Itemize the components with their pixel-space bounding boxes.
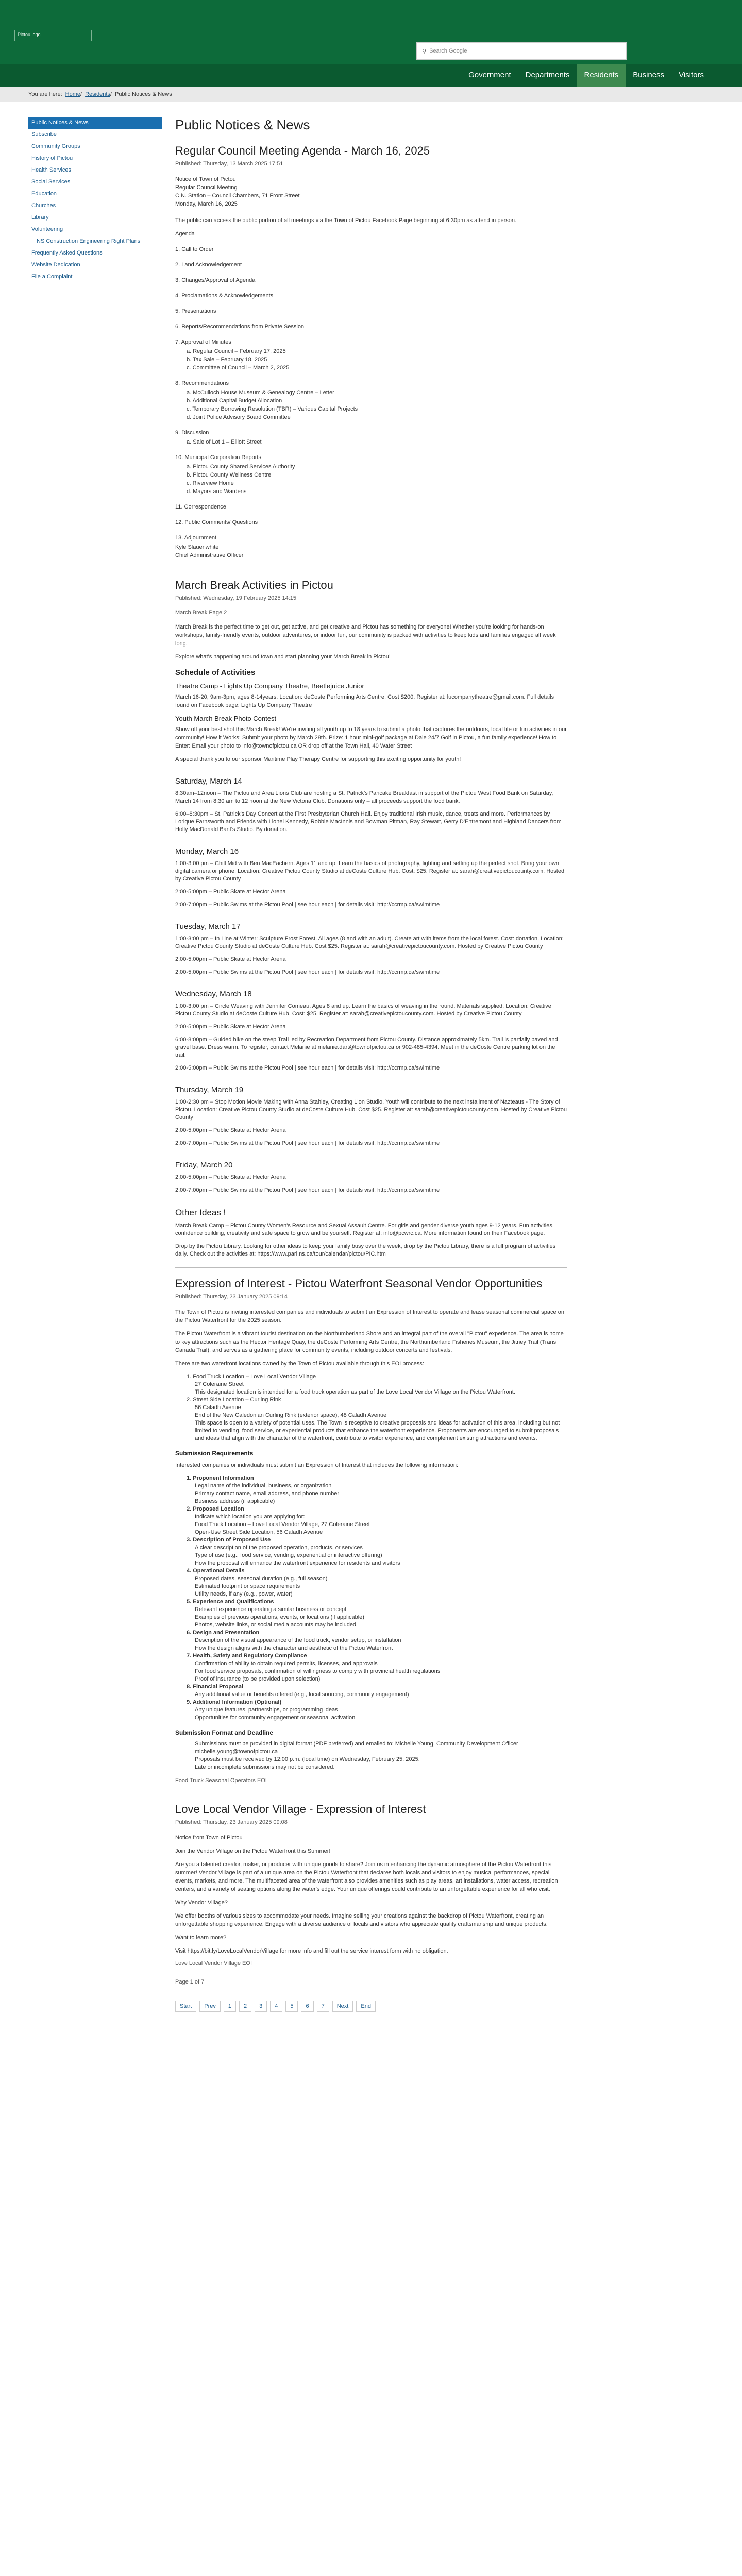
thanks-text: A special thank you to our sponsor Maritime Play Therapy Centre for supporting this exciting opportunity for youth! — [175, 756, 461, 762]
post-text: The Town of Pictou is inviting interested companies and individuals to submit an Expression of Interest to operate and lease seasonal commercial space on the Pictou Waterfront for the 2025 season. — [175, 1309, 564, 1324]
post-text: Are you a talented creator, maker, or producer with unique goods to share? Join us in enhancing the dynamic atmosphere of the Pictou Waterfront this summer! Vendor Village is part of a unique area on the Pictou Waterfront that declares both locals and visitors to enjoy musical performances, special events, markets, and more. The multifaceted area of the waterfront also provides amenities such as play areas, art installations, water access, recreation centers, and a variety of seating options along the water's edge. Your unique offerings could contribute to an unforgettable experience for all who visit. — [175, 1861, 558, 1892]
nav-business[interactable]: Business — [633, 71, 665, 79]
agenda-item: a. Regular Council – February 17, 2025 — [187, 348, 286, 354]
requirement-line: Open-Use Street Side Location, 56 Caladh Avenue — [195, 1529, 323, 1535]
requirement-line: Legal name of the individual, business, or organization — [195, 1483, 332, 1489]
agenda-item: a. Sale of Lot 1 – Elliott Street — [187, 439, 262, 445]
site-logo[interactable]: Pictou logo — [14, 30, 92, 41]
post-text: March Break is the perfect time to get out, get active, and get creative and Pictou has something for everyone! Whether you're looking for hands-on workshops, family-friendly events, outdoor adventures, or indoor fun, our community is packed with activities to keep kids and families engaged all week long. — [175, 624, 556, 647]
event-item: 2:00-5:00pm – Public Swims at the Pictou Pool | see hour each | for details visit: http://ccrmp.ca/swimtime — [175, 969, 440, 975]
search-placeholder: Search Google — [429, 48, 467, 54]
pagination-link[interactable]: 4 — [270, 2001, 282, 2012]
agenda-item: 3. Changes/Approval of Agenda — [175, 277, 256, 283]
page-title: Public Notices & News — [175, 117, 310, 132]
pagination-link[interactable]: 2 — [239, 2001, 251, 2012]
sidebar-item[interactable]: Subscribe — [31, 131, 57, 138]
event-item: 2:00-7:00pm – Public Swims at the Pictou Pool | see hour each | for details visit: http://ccrmp.ca/swimtime — [175, 1140, 440, 1146]
post-text: Why Vendor Village? — [175, 1900, 228, 1906]
post-text: Interested companies or individuals must submit an Expression of Interest that includes the following information: — [175, 1462, 459, 1468]
sidebar-item[interactable]: Public Notices & News — [28, 117, 162, 129]
event-item: 2:00-7:00pm – Public Swims at the Pictou Pool | see hour each | for details visit: http://ccrmp.ca/swimtime — [175, 902, 440, 908]
sidebar-item[interactable]: History of Pictou — [31, 155, 73, 161]
event-item: 2:00-5:00pm – Public Skate at Hector Arena — [175, 889, 286, 895]
locations-list — [175, 1373, 567, 1443]
event-item: 2:00-5:00pm – Public Skate at Hector Arena — [175, 1127, 286, 1133]
requirement-line: 4. Operational Details — [187, 1568, 245, 1574]
signoff-line: Chief Administrative Officer — [175, 552, 244, 558]
post-image: Food Truck Seasonal Operators EOI — [175, 1777, 267, 1784]
agenda-item: 9. Discussion — [175, 430, 209, 436]
format-line: Proposals must be received by 12:00 p.m. (local time) on Wednesday, February 25, 2025. — [195, 1756, 420, 1762]
header-search-input[interactable] — [416, 42, 627, 60]
nav-visitors[interactable]: Visitors — [679, 71, 704, 79]
nav-government[interactable]: Government — [468, 71, 511, 79]
main-navigation — [0, 64, 742, 87]
notice-line: Notice of Town of Pictou — [175, 176, 236, 182]
agenda-item: b. Additional Capital Budget Allocation — [187, 398, 282, 404]
requirement-line: 5. Experience and Qualifications — [187, 1599, 274, 1605]
camp-text: March 16-20, 9am-3pm, ages 8-14years. Location: deCoste Performing Arts Centre. Cost $200. Register at: lucompanytheatre@gmail.com. Full details found on Facebook page: Lights Up Company Theatre — [175, 694, 554, 708]
day-heading: Tuesday, March 17 — [175, 922, 241, 931]
post-title[interactable]: Expression of Interest - Pictou Waterfront Seasonal Vendor Opportunities — [175, 1277, 543, 1290]
event-item: 8:30am–12noon – The Pictou and Area Lions Club are hosting a St. Patrick's Pancake Breakfast in support of the Pictou West Food Bank on Saturday, March 14 from 8:30 am to 12 noon at the New Victoria Club. Donations only – all proceeds support the food bank. — [175, 790, 553, 804]
day-heading: Wednesday, March 18 — [175, 990, 252, 998]
pagination-link[interactable]: 1 — [224, 2001, 236, 2012]
agenda-item: 2. Land Acknowledgement — [175, 262, 242, 268]
requirement-line: Photos, website links, or social media accounts may be included — [195, 1622, 357, 1628]
agenda-item: a. McCulloch House Museum & Genealogy Centre – Letter — [187, 389, 334, 396]
sidebar-item[interactable]: Frequently Asked Questions — [31, 250, 103, 256]
sidebar-item[interactable]: Community Groups — [31, 143, 80, 149]
post-text: Want to learn more? — [175, 1935, 227, 1941]
pagination-link[interactable]: 6 — [301, 2001, 313, 2012]
pagination-link[interactable]: Start — [175, 2001, 196, 2012]
divider — [175, 1267, 567, 1268]
page-counter: Page 1 of 7 — [175, 1979, 205, 1985]
sidebar-item[interactable]: NS Construction Engineering Right Plans — [37, 238, 141, 244]
post-date: Published: Thursday, 13 March 2025 17:51 — [175, 161, 283, 167]
sidebar-item[interactable]: Education — [31, 191, 57, 197]
post-title[interactable]: Regular Council Meeting Agenda - March 16, 2025 — [175, 144, 430, 157]
nav-residents[interactable]: Residents — [577, 64, 626, 87]
signoff-line: Kyle Slauenwhite — [175, 544, 219, 550]
requirement-line: Food Truck Location – Love Local Vendor Village, 27 Coleraine Street — [195, 1521, 370, 1528]
format-line: Submissions must be provided in digital format (PDF preferred) and emailed to: Michelle Young, Community Development Officer — [195, 1741, 518, 1747]
agenda-item: 7. Approval of Minutes — [175, 339, 231, 345]
other-idea: March Break Camp – Pictou County Women's Resource and Sexual Assault Centre. For girls and gender diverse youth ages 9-12 years. Fun activities, confidence building, creativity and safe space to grow and be yourself. Register at: info@pcwrc.ca. More information found on their Facebook page. — [175, 1223, 554, 1236]
post-title[interactable]: March Break Activities in Pictou — [175, 579, 333, 591]
post-date: Published: Thursday, 23 January 2025 09:08 — [175, 1819, 288, 1825]
requirement-line: How the design aligns with the character and aesthetic of the Pictou Waterfront — [195, 1645, 393, 1651]
sidebar-item[interactable]: Social Services — [31, 179, 71, 185]
camp-heading: Theatre Camp - Lights Up Company Theatre, Beetlejuice Junior — [175, 682, 364, 690]
location-line: 2. Street Side Location – Curling Rink — [187, 1397, 281, 1403]
requirement-line: Examples of previous operations, events, or locations (if applicable) — [195, 1614, 364, 1620]
notice-line: Regular Council Meeting — [175, 184, 238, 191]
pagination-link[interactable]: 3 — [255, 2001, 267, 2012]
location-line: 27 Coleraine Street — [195, 1381, 244, 1387]
search-icon: ⚲ — [422, 48, 427, 55]
event-item: 1:00-3:00 pm – In Line at Winter: Sculpture Frost Forest. All ages (8 and with an adult). Create art with items from the local forest. Cost: donation. Location: Creative Pictou County Studio at deCoste Culture Hub. Cost $25. Register at: sarah@creativepictoucounty.com. Hosted by Creative Pictou County — [175, 936, 564, 950]
agenda-item: b. Pictou County Wellness Centre — [187, 472, 272, 478]
agenda-item: 12. Public Comments/ Questions — [175, 519, 258, 526]
photo-contest-heading: Youth March Break Photo Contest — [175, 715, 277, 722]
pagination-link[interactable]: Next — [332, 2001, 353, 2012]
event-item: 2:00-5:00pm – Public Skate at Hector Arena — [175, 1174, 286, 1180]
requirement-line: Proposed dates, seasonal duration (e.g., full season) — [195, 1575, 328, 1582]
location-line: This space is open to a variety of potential uses. The Town is receptive to creative proposals and ideas for activation of this area, including but not limited to vending, food service, or experiential products that enhance the waterfront experience. Proponents are encouraged to submit proposals and ideas that align with the character of the waterfront, contribute to visitor experience, and complement existing attractions and events. — [195, 1420, 560, 1442]
agenda-item: 6. Reports/Recommendations from Private Session — [175, 324, 305, 330]
agenda-item: b. Tax Sale – February 18, 2025 — [187, 357, 267, 363]
submission-heading: Submission Requirements — [175, 1450, 254, 1457]
day-heading: Monday, March 16 — [175, 847, 239, 856]
requirement-line: Business address (if applicable) — [195, 1498, 275, 1504]
event-item: 2:00-5:00pm – Public Swims at the Pictou Pool | see hour each | for details visit: http://ccrmp.ca/swimtime — [175, 1065, 440, 1071]
agenda-item: c. Riverview Home — [187, 480, 234, 486]
post-date: Published: Wednesday, 19 February 2025 14:15 — [175, 595, 297, 601]
agenda-item: d. Joint Police Advisory Board Committee — [187, 414, 291, 420]
requirement-line: How the proposal will enhance the waterfront experience for residents and visitors — [195, 1560, 400, 1566]
agenda-item: 8. Recommendations — [175, 380, 229, 386]
sidebar-item[interactable]: Volunteering — [31, 226, 63, 232]
requirement-line: 8. Financial Proposal — [187, 1684, 244, 1690]
requirement-line: Estimated footprint or space requirements — [195, 1583, 300, 1589]
agenda-item: 10. Municipal Corporation Reports — [175, 454, 261, 461]
requirement-line: Any unique features, partnerships, or programming ideas — [195, 1707, 338, 1713]
event-item: 2:00-7:00pm – Public Swims at the Pictou Pool | see hour each | for details visit: http://ccrmp.ca/swimtime — [175, 1187, 440, 1193]
requirement-line: Confirmation of ability to obtain required permits, licenses, and approvals — [195, 1660, 378, 1667]
day-schedule — [175, 777, 567, 1194]
requirement-line: Any additional value or benefits offered (e.g., local sourcing, community engagement) — [195, 1691, 409, 1698]
notice-line: C.N. Station – Council Chambers, 71 Front Street — [175, 193, 300, 199]
agenda-item: c. Committee of Council – March 2, 2025 — [187, 365, 290, 371]
post-image: March Break Page 2 — [175, 609, 227, 616]
post-text: The public can access the public portion of all meetings via the Town of Pictou Facebook Page beginning at 6:30pm as attend in person. — [175, 217, 517, 224]
agenda-item: 11. Correspondence — [175, 504, 226, 510]
post-image: Love Local Vendor Village EOI — [175, 1960, 252, 1967]
post-title[interactable]: Love Local Vendor Village - Expression of Interest — [175, 1803, 426, 1816]
post-text: Visit https://bit.ly/LoveLocalVendorVillage for more info and fill out the service interest form with no obligation. — [175, 1948, 448, 1954]
agenda-item: 1. Call to Order — [175, 246, 214, 252]
sidebar-item[interactable]: File a Complaint — [31, 274, 73, 280]
requirement-line: 9. Additional Information (Optional) — [187, 1699, 282, 1705]
format-heading: Submission Format and Deadline — [175, 1729, 274, 1736]
requirement-line: 7. Health, Safety and Regulatory Compliance — [187, 1653, 307, 1659]
signoff — [175, 543, 567, 560]
agenda-item: d. Mayors and Wardens — [187, 488, 247, 495]
event-item: 1:00-2:30 pm – Stop Motion Movie Making with Anna Stahley, Creating Lion Studio. Youth will contribute to the next installment of Nazteaus - The Story of Pictou. Location: Creative Pictou County Studio at deCoste Culture Hub. Cost $25. Register at: sarah@creativepictoucounty.com. Hosted by Creative Pictou County — [175, 1099, 567, 1121]
requirement-line: Primary contact name, email address, and phone number — [195, 1490, 340, 1497]
requirement-line: Indicate which location you are applying for: — [195, 1514, 305, 1520]
requirement-line: Utility needs, if any (e.g., power, water) — [195, 1591, 293, 1597]
other-idea: Drop by the Pictou Library. Looking for other ideas to keep your family busy over the week, drop by the Pictou Library, there is a full program of activities daily. Check out the activities at: https://www.parl.ns.ca/tour/calendar/pictou/PIC.htm — [175, 1243, 556, 1257]
format-line: michelle.young@townofpictou.ca — [195, 1749, 278, 1755]
pagination-link[interactable]: End — [356, 2001, 376, 2012]
requirement-line: For food service proposals, confirmation of willingness to comply with provincial health regulations — [195, 1668, 441, 1674]
site-header — [0, 0, 742, 64]
breadcrumb-prefix: You are here: — [28, 91, 62, 97]
requirement-line: Opportunities for community engagement or seasonal activation — [195, 1715, 356, 1721]
nav-departments[interactable]: Departments — [525, 71, 570, 79]
format-list — [175, 1740, 567, 1771]
post-text: Join the Vendor Village on the Pictou Waterfront this Summer! — [175, 1848, 331, 1854]
agenda-item: a. Pictou County Shared Services Authority — [187, 464, 295, 470]
photo-contest-text: Show off your best shot this March Break! We're inviting all youth up to 18 years to submit a photo that captures the outdoors, local life or fun activities in our community! How it Works: Submit your photo by March 28th. Prize: 1 hour mini-golf package at Dale 24/7 Golf in Pictou, a fun family experience! How to Enter: Email your photo to info@townofpictou.ca OR drop off at the Town Hall, 40 Water Street — [175, 726, 567, 749]
sidebar-item[interactable]: Library — [31, 214, 49, 221]
requirement-line: Description of the visual appearance of the food truck, vendor setup, or installation — [195, 1637, 401, 1643]
breadcrumb-home[interactable]: Home — [65, 91, 80, 97]
other-ideas-heading: Other Ideas ! — [175, 1208, 226, 1217]
post-text: Explore what's happening around town and start planning your March Break in Pictou! — [175, 654, 391, 660]
breadcrumb-current: Public Notices & News — [115, 91, 172, 97]
format-line: Late or incomplete submissions may not be considered. — [195, 1764, 335, 1770]
post-text: There are two waterfront locations owned by the Town of Pictou available through this EOI process: — [175, 1361, 424, 1367]
requirement-line: Type of use (e.g., food service, vending, experiential or interactive offering) — [195, 1552, 382, 1558]
location-line: 56 Caladh Avenue — [195, 1404, 241, 1411]
pagination — [175, 2001, 567, 2012]
requirements-list — [175, 1475, 567, 1722]
post-text: Notice from Town of Pictou — [175, 1835, 243, 1841]
main-content — [175, 117, 567, 2012]
requirement-line: 3. Description of Proposed Use — [187, 1537, 271, 1543]
post-date: Published: Thursday, 23 January 2025 09:14 — [175, 1294, 288, 1300]
post-text: We offer booths of various sizes to accommodate your needs. Imagine selling your creations against the backdrop of Pictou Waterfront, creating an unforgettable shopping experience. Engage with a diverse audience of locals and visitors who appreciate quality craftsmanship and unique products. — [175, 1913, 548, 1927]
agenda-item: 5. Presentations — [175, 308, 216, 314]
schedule-heading: Schedule of Activities — [175, 668, 256, 677]
agenda-label: Agenda — [175, 231, 195, 237]
requirement-line: 6. Design and Presentation — [187, 1630, 260, 1636]
breadcrumb: You are here: Home / Residents / Public Notices & News — [0, 87, 742, 102]
event-item: 6:00–8:30pm – St. Patrick's Day Concert at the First Presbyterian Church Hall. Enjoy traditional Irish music, dance, treats and more. Performances by Lorique Farnsworth and Friends with Lionel Kennedy, Robbie MacInnis and Bowman Pitman, Ray Stewart, Gerry D'Entremont and Highland Dancers from Holly MacDonald Bant's Studio. By donation. — [175, 811, 562, 833]
pagination-link[interactable]: Prev — [199, 2001, 221, 2012]
sidebar — [28, 117, 162, 283]
event-item: 1:00-3:00 pm – Circle Weaving with Jennifer Comeau. Ages 8 and up. Learn the basics of weaving in the round. Materials supplied. Location: Creative Pictou County Studio at deCoste Culture Hub. Cost: $25. Register at: sarah@creativepictoucounty.com. Hosted by Creative Pictou County — [175, 1003, 551, 1017]
requirement-line: A clear description of the proposed operation, products, or services — [195, 1545, 363, 1551]
requirement-line: 1. Proponent Information — [187, 1475, 254, 1481]
breadcrumb-residents[interactable]: Residents — [85, 91, 110, 97]
requirement-line: Relevant experience operating a similar business or concept — [195, 1606, 347, 1613]
pagination-link[interactable]: 7 — [317, 2001, 329, 2012]
day-heading: Saturday, March 14 — [175, 777, 242, 786]
event-item: 1:00-3:00 pm – Chill Mid with Ben MacEachern. Ages 11 and up. Learn the basics of photography, lighting and setting up the perfect shot. Bring your own digital camera or phone. Location: Creative Pictou County Studio at deCoste Culture Hub. Cost: $25. Register at: sarah@creativepictoucounty.com. Hosted by Creative Pictou County — [175, 860, 565, 882]
requirement-line: 2. Proposed Location — [187, 1506, 244, 1512]
location-line: End of the New Caledonian Curling Rink (exterior space), 48 Caladh Avenue — [195, 1412, 387, 1418]
location-line: 1. Food Truck Location – Love Local Vendor Village — [187, 1374, 316, 1380]
requirement-line: Proof of insurance (to be provided upon selection) — [195, 1676, 321, 1682]
sidebar-item[interactable]: Health Services — [31, 167, 72, 173]
day-heading: Friday, March 20 — [175, 1161, 233, 1170]
agenda-item: 13. Adjournment — [175, 535, 217, 541]
event-item: 2:00-5:00pm – Public Skate at Hector Arena — [175, 956, 286, 962]
pagination-link[interactable]: 5 — [285, 2001, 298, 2012]
event-item: 2:00-5:00pm – Public Skate at Hector Arena — [175, 1024, 286, 1030]
day-heading: Thursday, March 19 — [175, 1086, 244, 1094]
agenda-item: c. Temporary Borrowing Resolution (TBR) – Various Capital Projects — [187, 406, 358, 412]
location-line: This designated location is intended for a food truck operation as part of the Love Local Vendor Village on the Pictou Waterfront. — [195, 1389, 515, 1395]
post-text: The Pictou Waterfront is a vibrant tourist destination on the Northumberland Shore and an integral part of the overall "Pictou" experience. The area is home to key attractions such as the Hector Heritage Quay, the deCoste Performing Arts Centre, the Northumberland Fisheries Museum, the Jitney Trail (Trans Canada Trail), and serves as a gathering place for community events, including outdoor concerts and festivals. — [175, 1331, 564, 1353]
notice-line: Monday, March 16, 2025 — [175, 201, 238, 207]
agenda-item: 4. Proclamations & Acknowledgements — [175, 293, 274, 299]
agenda-list — [175, 245, 567, 542]
sidebar-item[interactable]: Churches — [31, 202, 56, 209]
event-item: 6:00-8:00pm – Guided hike on the steep Trail led by Recreation Department from Pictou County. Distance approximately 5km. Trail is partially paved and gravel base. Dress warm. To register, contact Melanie at melanie.dart@townofpictou.ca or 902-485-4394. Meet in the deCoste Centre parking lot on the trail. — [175, 1037, 558, 1058]
notice-block — [175, 175, 567, 208]
sidebar-item[interactable]: Website Dedication — [31, 262, 80, 268]
